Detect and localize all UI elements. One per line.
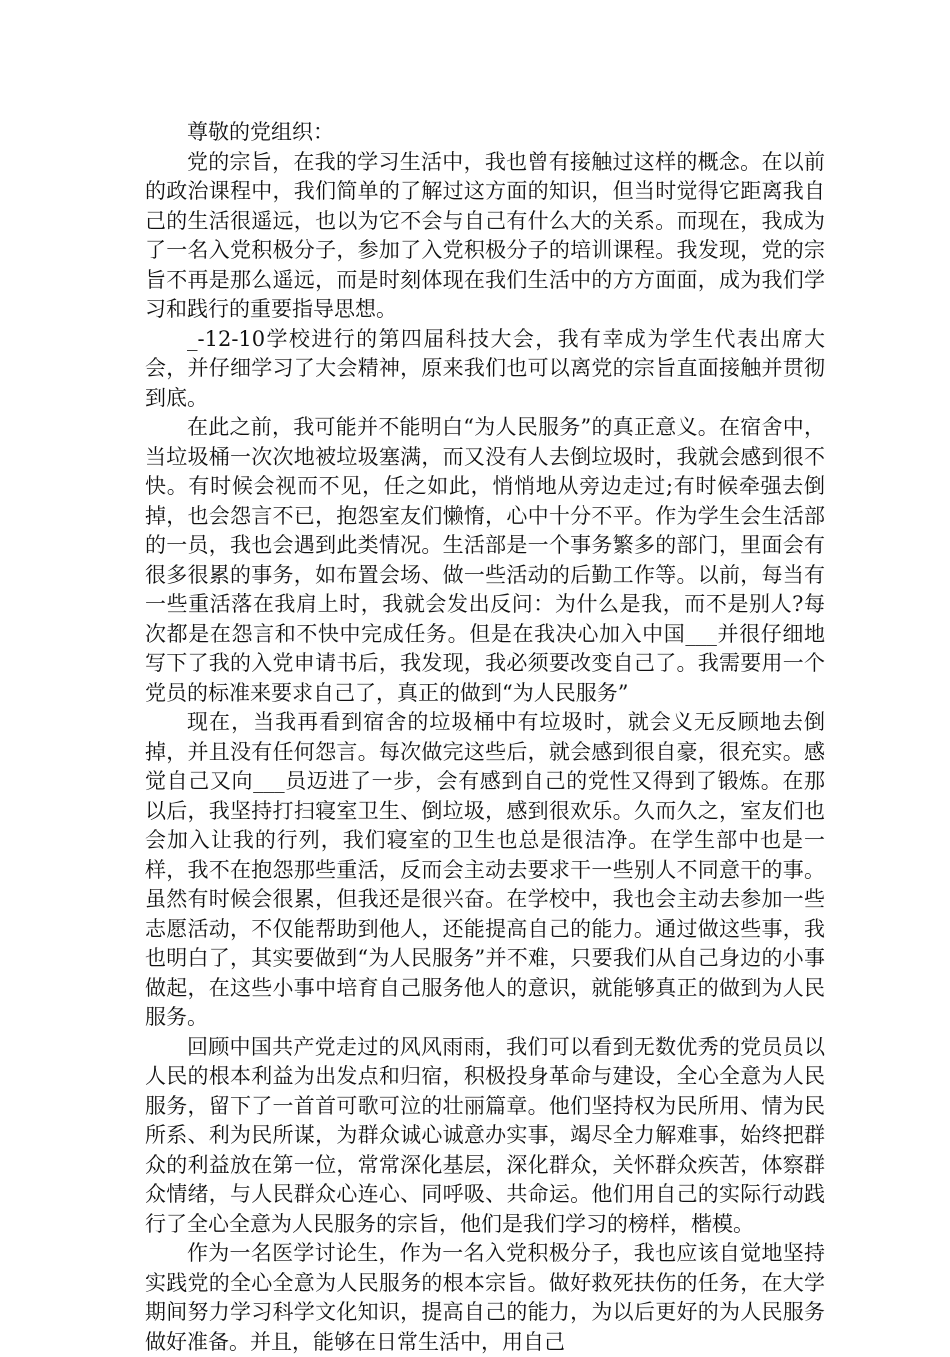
- document-body: [145, 118, 825, 1357]
- paragraph-3: 在此之前，我可能并不能明白“为人民服务”的真正意义。在宿舍中，当垃圾桶一次次地被垃圾塞满，而又没有人去倒垃圾时，我就会感到很不快。有时候会视而不见，任之如此，悄悄地从旁边走过;有时候牵强去倒掉，也会怨言不已，抱怨室友们懒惰，心中十分不平。作为学生会生活部的一员，我也会遇到此类情况。生活部是一个事务繁多的部门，里面会有很多很累的事务，如布置会场、做一些活动的后勤工作等。以前，每当有一些重活落在我肩上时，我就会发出反问：为什么是我，而不是别人?每次都是在怨言和不快中完成任务。但是在我决心加入中国___并很仔细地写下了我的入党申请书后，我发现，我必须要改变自己了。我需要用一个党员的标准来要求自己了，真正的做到“为人民服务”: [145, 415, 825, 705]
- paragraph-6: 作为一名医学讨论生，作为一名入党积极分子，我也应该自觉地坚持实践党的全心全意为人民服务的根本宗旨。做好救死扶伤的任务，在大学期间努力学习科学文化知识，提高自己的能力，为以后更好的为人民服务做好准备。并且，能够在日常生活中，用自己: [145, 1241, 825, 1354]
- paragraph-2: _-12-10学校进行的第四届科技大会，我有幸成为学生代表出席大会，并仔细学习了大会精神，原来我们也可以离党的宗旨直面接触并贯彻到底。: [145, 326, 825, 410]
- greeting: 尊敬的党组织：: [187, 120, 334, 144]
- paragraph-1: 党的宗旨，在我的学习生活中，我也曾有接触过这样的概念。在以前的政治课程中，我们简单的了解过这方面的知识，但当时觉得它距离我自己的生活很遥远，也以为它不会与自己有什么大的关系。而现在，我成为了一名入党积极分子，参加了入党积极分子的培训课程。我发现，党的宗旨不再是那么遥远，而是时刻体现在我们生活中的方方面面，成为我们学习和践行的重要指导思想。: [145, 149, 825, 321]
- paragraph-5: 回顾中国共产党走过的风风雨雨，我们可以看到无数优秀的党员员以人民的根本利益为出发点和归宿，积极投身革命与建设，全心全意为人民服务，留下了一首首可歌可泣的壮丽篇章。他们坚持权为民所用、情为民所系、利为民所谋，为群众诚心诚意办实事，竭尽全力解难事，始终把群众的利益放在第一位，常常深化基层，深化群众，关怀群众疾苦，体察群众情绪，与人民群众心连心、同呼吸、共命运。他们用自己的实际行动践行了全心全意为人民服务的宗旨，他们是我们学习的榜样，楷模。: [145, 1034, 825, 1236]
- paragraph-4: 现在，当我再看到宿舍的垃圾桶中有垃圾时，就会义无反顾地去倒掉，并且没有任何怨言。每次做完这些后，就会感到很自豪，很充实。感觉自己又向___员迈进了一步，会有感到自己的党性又得到了锻炼。在那以后，我坚持打扫寝室卫生、倒垃圾，感到很欢乐。久而久之，室友们也会加入让我的行列，我们寝室的卫生也总是很洁净。在学生部中也是一样，我不在抱怨那些重活，反而会主动去要求干一些别人不同意干的事。虽然有时候会很累，但我还是很兴奋。在学校中，我也会主动去参加一些志愿活动，不仅能帮助到他人，还能提高自己的能力。通过做这些事，我也明白了，其实要做到“为人民服务”并不难，只要我们从自己身边的小事做起，在这些小事中培育自己服务他人的意识，就能够真正的做到为人民服务。: [145, 710, 825, 1029]
